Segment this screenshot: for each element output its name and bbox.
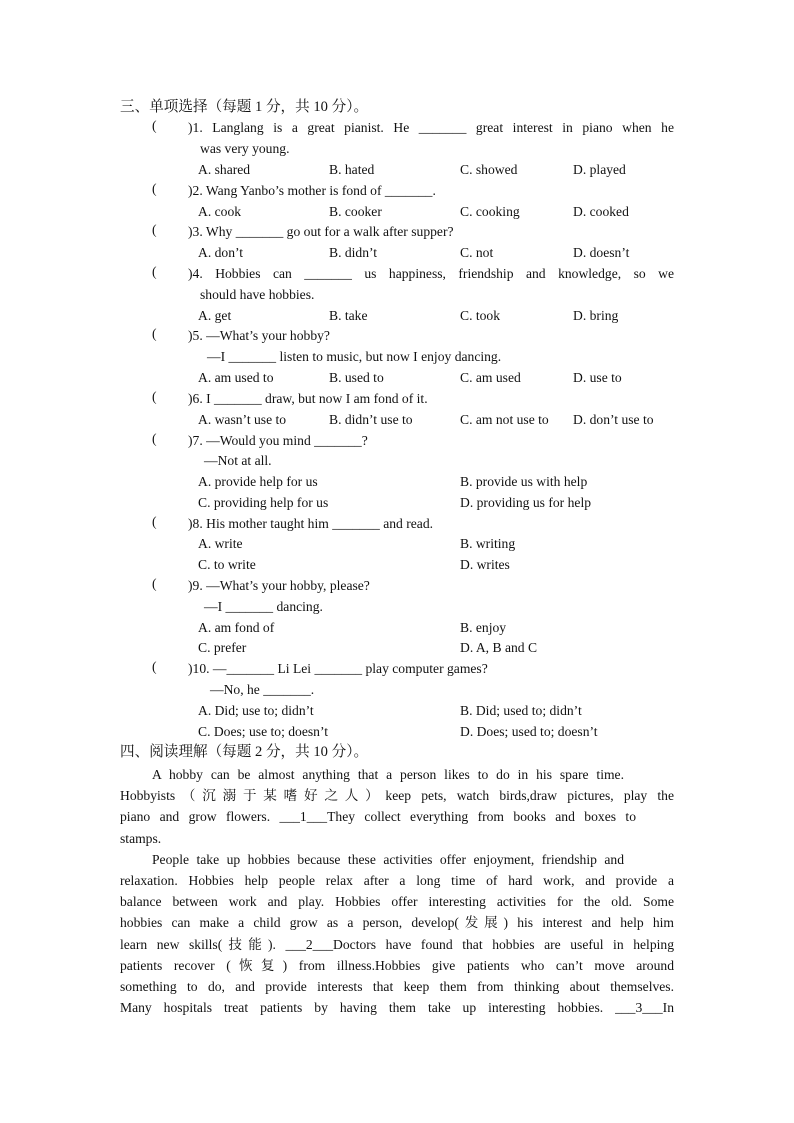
question-stem: )4. Hobbies can _______ us happiness, friendship and knowledge, so we [188,266,674,281]
passage-line: relaxation. Hobbies help people relax after a long time of hard work, and provide a [120,873,674,888]
option: A. wasn’t use to [198,412,287,427]
option: D. Does; used to; doesn’t [460,724,598,739]
question-stem: )3. Why _______ go out for a walk after supper? [188,224,454,239]
option: C. to write [198,557,256,572]
answer-paren: ( [152,181,157,196]
passage-line: stamps. [120,831,162,846]
option: B. cooker [329,204,382,219]
option: B. enjoy [460,620,507,635]
question-stem-continued: was very young. [200,141,290,156]
answer-paren: ( [152,389,157,404]
passage-line: patients recover (恢复) from illness.Hobbies give patients who can’t move around [120,958,674,973]
question-stem: )9. —What’s your hobby, please? [188,578,370,593]
option: B. writing [460,536,516,551]
question-stem-continued: —No, he _______. [210,682,315,697]
question-stem: )8. His mother taught him _______ and read. [188,516,434,531]
option: A. shared [198,162,251,177]
option: D. don’t use to [573,412,654,427]
passage-line: something to do, and provide interests that keep them from thinking about themselves. [120,979,674,994]
passage-line: Many hospitals treat patients by having them take up interesting hobbies. ___3___In [120,1000,674,1015]
option: D. played [573,162,626,177]
question-stem: )5. —What’s your hobby? [188,328,330,343]
answer-paren: ( [152,118,157,133]
option: B. take [329,308,368,323]
option: A. am fond of [198,620,275,635]
answer-paren: ( [152,514,157,529]
question-stem-continued: —I _______ dancing. [204,599,323,614]
passage-line: piano and grow flowers. ___1___They collect everything from books and boxes to [120,809,636,824]
option: C. Does; use to; doesn’t [198,724,329,739]
option: B. used to [329,370,384,385]
option: C. cooking [460,204,520,219]
passage-line: hobbies can make a child grow as a person, develop(发展) his interest and help him [120,915,674,930]
section-3-title: 三、单项选择（每题 1 分，共 10 分）。 [120,99,369,115]
answer-paren: ( [152,222,157,237]
section-4-title: 四、阅读理解（每题 2 分，共 10 分）。 [120,744,369,760]
option: C. not [460,245,494,260]
option: D. providing us for help [460,495,592,510]
option: D. bring [573,308,619,323]
answer-paren: ( [152,576,157,591]
option: B. hated [329,162,375,177]
question-stem: )1. Langlang is a great pianist. He _______ great interest in piano when he [188,120,674,135]
question-stem: )10. —_______ Li Lei _______ play computer games? [188,661,488,676]
option: C. took [460,308,501,323]
option: A. am used to [198,370,274,385]
option: D. doesn’t [573,245,630,260]
passage-line: People take up hobbies because these activities offer enjoyment, friendship and [152,852,624,867]
option: C. am used [460,370,521,385]
option: A. write [198,536,243,551]
option: D. cooked [573,204,629,219]
option: D. writes [460,557,510,572]
question-stem: )7. —Would you mind _______? [188,433,368,448]
answer-paren: ( [152,326,157,341]
option: C. prefer [198,640,247,655]
passage-line: Hobbyists（沉溺于某嗜好之人）keep pets, watch birds,draw pictures, play the [120,788,674,803]
answer-paren: ( [152,659,157,674]
option: B. provide us with help [460,474,588,489]
answer-paren: ( [152,264,157,279]
question-stem: )2. Wang Yanbo’s mother is fond of _______. [188,183,436,198]
question-stem-continued: —I _______ listen to music, but now I enjoy dancing. [207,349,502,364]
option: D. A, B and C [460,640,538,655]
question-stem-continued: should have hobbies. [200,287,315,302]
passage-line: balance between work and play. Hobbies offer interesting activities for the old. Some [120,894,674,909]
answer-paren: ( [152,431,157,446]
option: B. Did; used to; didn’t [460,703,582,718]
option: C. showed [460,162,518,177]
question-stem: )6. I _______ draw, but now I am fond of it. [188,391,428,406]
option: D. use to [573,370,622,385]
option: C. providing help for us [198,495,329,510]
option: B. didn’t [329,245,378,260]
option: A. cook [198,204,242,219]
option: A. don’t [198,245,244,260]
option: B. didn’t use to [329,412,413,427]
option: A. Did; use to; didn’t [198,703,314,718]
passage-line: learn new skills(技能). ___2___Doctors have found that hobbies are useful in helping [120,937,674,952]
option: A. provide help for us [198,474,318,489]
passage-line: A hobby can be almost anything that a person likes to do in his spare time. [152,767,624,782]
option: C. am not use to [460,412,549,427]
option: A. get [198,308,232,323]
question-stem-continued: —Not at all. [204,453,272,468]
